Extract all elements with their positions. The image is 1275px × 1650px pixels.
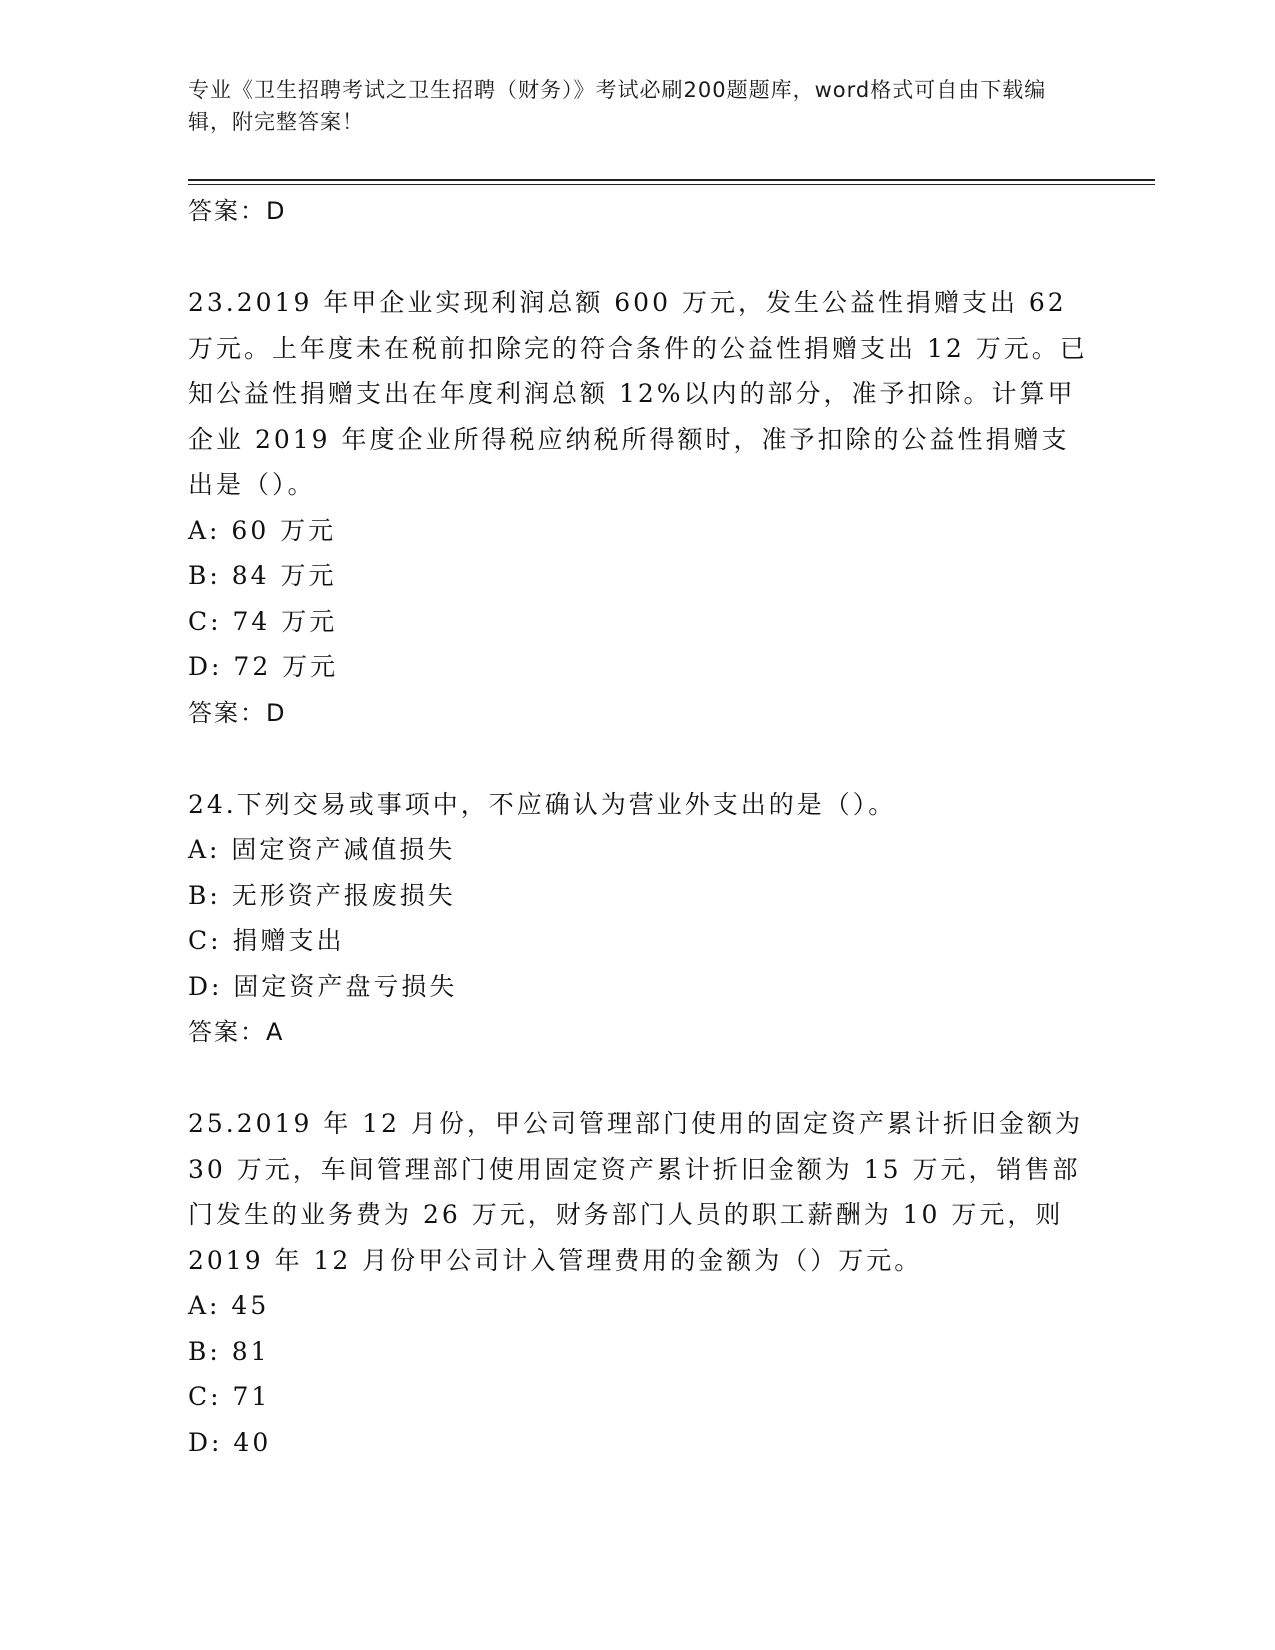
option-a: A: 60 万元 <box>188 515 337 545</box>
document-header: 专业《卫生招聘考试之卫生招聘（财务）》考试必刷200题题库，word格式可自由下载编辑，附完整答案！ <box>188 78 1047 134</box>
answer-line: 答案：D <box>188 197 287 225</box>
option-b: B: 84 万元 <box>188 561 337 590</box>
question-stem: 24.下列交易或事项中，不应确认为营业外支出的是（）。 <box>188 789 897 819</box>
question-stem: 23.2019 年甲企业实现利润总额 600 万元，发生公益性捐赠支出 62 万元。上年度未在税前扣除完的符合条件的公益性捐赠支出 12 万元。已知公益性捐赠支出在年度利润总额 12%以内的部分，准予扣除。计算甲企业 2019 年度企业所得税应纳税所得额时，准予扣除的公益性捐赠支出是（）。 <box>188 288 1088 499</box>
question-stem: 25.2019 年 12 月份，甲公司管理部门使用的固定资产累计折旧金额为 30 万元，车间管理部门使用固定资产累计折旧金额为 15 万元，销售部门发生的业务费为 26 万元，财务部门人员的职工薪酬为 10 万元，则 2019 年 12 月份甲公司计入管理费用的金额为（）万元。 <box>188 1109 1084 1275</box>
question-block <box>188 1101 1088 1465</box>
option-c: C: 74 万元 <box>188 606 338 636</box>
option-d: D: 40 <box>188 1427 272 1457</box>
header-rule-thick <box>188 179 1155 181</box>
document-content <box>188 188 1088 1465</box>
spacer <box>188 736 1088 782</box>
option-a: A: 固定资产减值损失 <box>188 835 456 864</box>
answer-line: 答案：A <box>188 1018 285 1046</box>
spacer <box>188 234 1088 280</box>
question-block <box>188 280 1088 736</box>
header-rule-thin <box>188 184 1155 185</box>
question-block <box>188 782 1088 1056</box>
option-b: B: 无形资产报废损失 <box>188 880 456 910</box>
spacer <box>188 1055 1088 1101</box>
option-a: A: 45 <box>188 1291 270 1320</box>
answer-line: 答案：D <box>188 698 287 727</box>
option-b: B: 81 <box>188 1336 270 1366</box>
option-d: D: 固定资产盘亏损失 <box>188 971 458 1001</box>
option-c: C: 71 <box>188 1382 271 1411</box>
option-c: C: 捐赠支出 <box>188 926 345 955</box>
option-d: D: 72 万元 <box>188 652 339 681</box>
